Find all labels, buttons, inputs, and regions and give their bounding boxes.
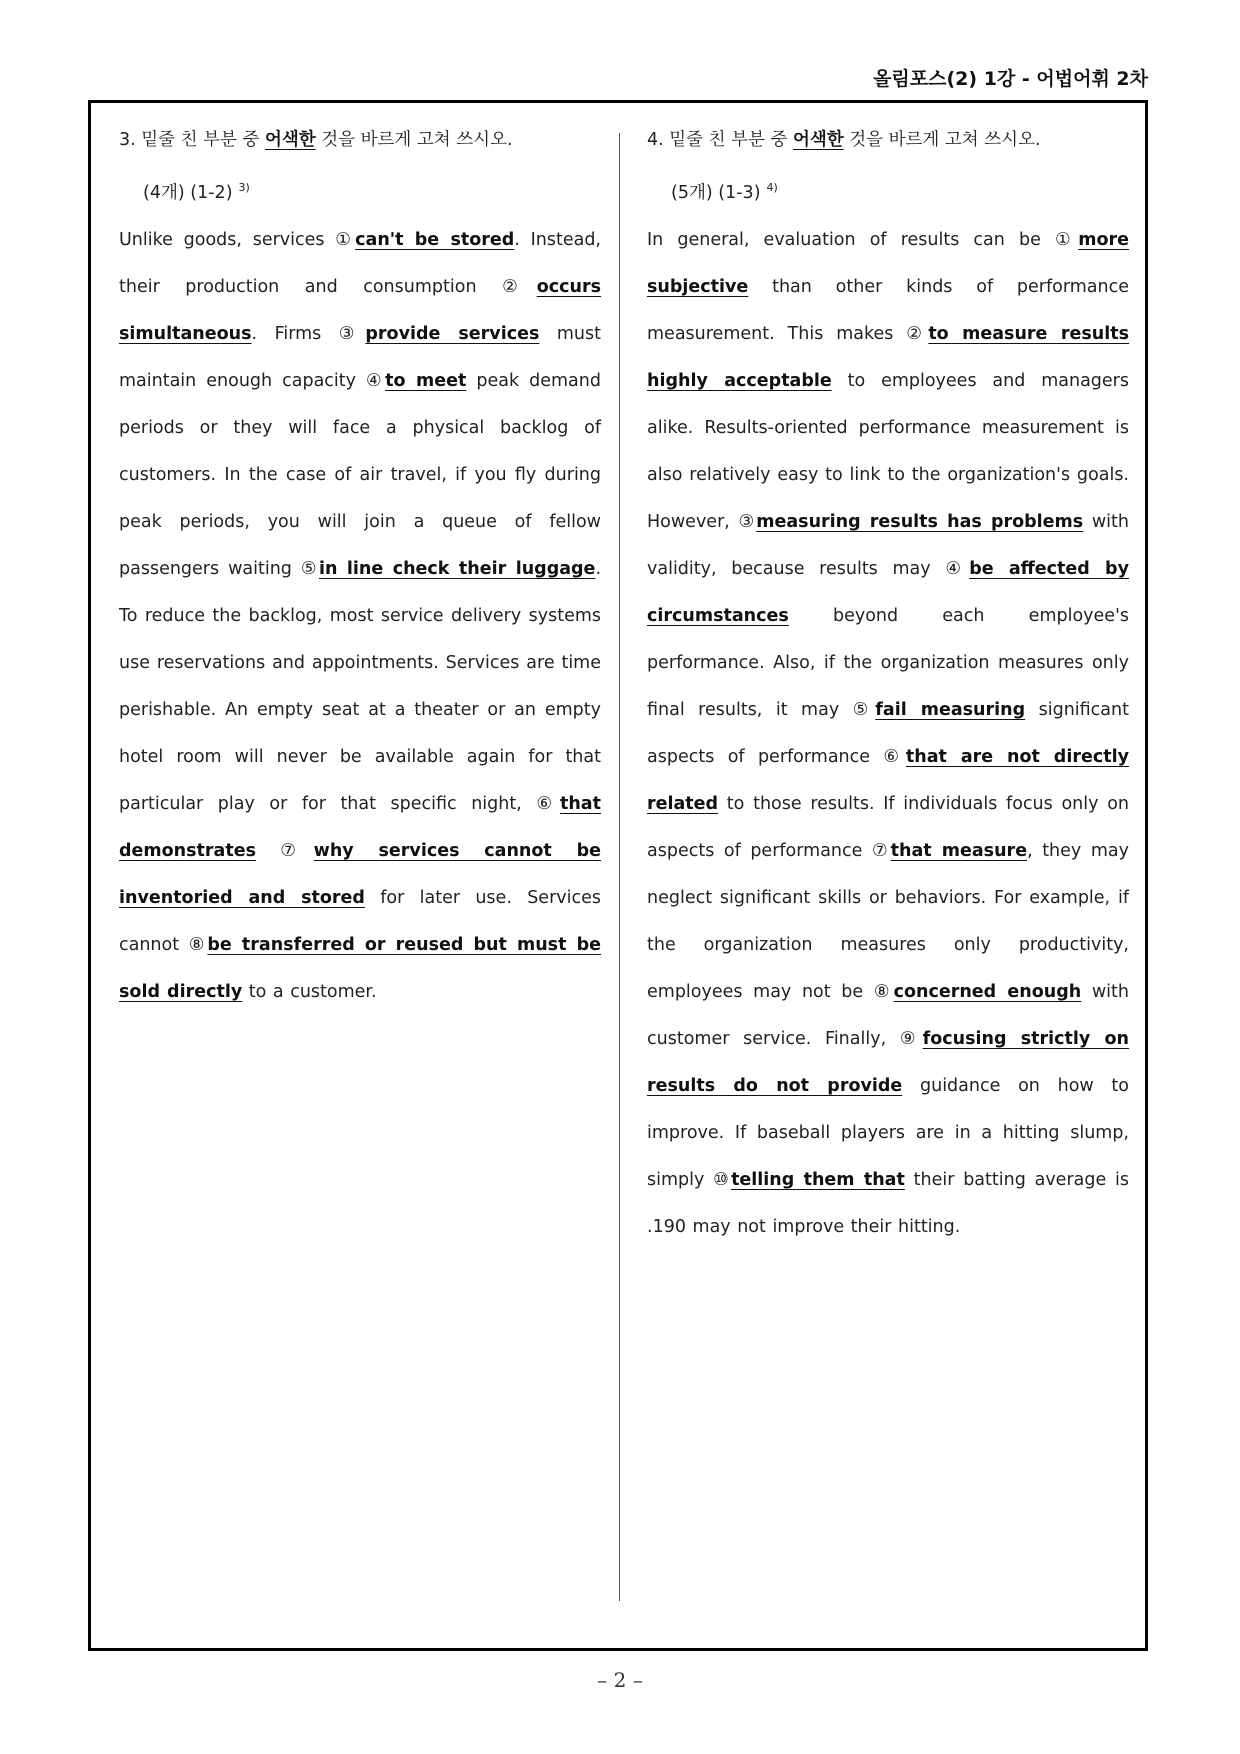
passage-text: than other kinds of performance measurement. This makes [647, 277, 1129, 344]
item-marker-5: ⑤ [300, 559, 319, 579]
page-frame [88, 100, 1148, 1651]
item-marker-2: ② [502, 277, 537, 297]
question-3-range: (1-2) [190, 183, 233, 203]
item-marker-3: ③ [338, 324, 366, 344]
question-4-meta [647, 164, 1129, 217]
question-3-meta [119, 164, 601, 217]
question-4-footnote: 4) [766, 181, 778, 194]
column-divider [619, 133, 620, 1601]
passage-text: their batting average is .190 may not improve their hitting. [647, 1170, 1129, 1237]
passage-text: to employees and managers alike. Results-oriented performance measurement is also relatively easy to link to the organization's goals. However, [647, 371, 1129, 532]
item-marker-5: ⑤ [852, 700, 876, 720]
passage-text: with customer service. Finally, [647, 982, 1129, 1049]
passage-text: significant aspects of performance [647, 700, 1129, 767]
underlined-phrase: measuring results has problems [756, 512, 1084, 532]
question-4-passage [647, 217, 1129, 1251]
question-4-count: (5개) [671, 183, 713, 203]
question-3-instruction: 3. 밑줄 친 부분 중 어색한 것을 바르게 고쳐 쓰시오. [119, 130, 513, 150]
question-4-range: (1-3) [718, 183, 761, 203]
item-marker-3: ③ [738, 512, 757, 532]
question-4-instruction: 4. 밑줄 친 부분 중 어색한 것을 바르게 고쳐 쓰시오. [647, 130, 1041, 150]
underlined-phrase: focusing strictly on results do not provide [647, 1029, 1129, 1096]
passage-text: must maintain enough capacity [119, 324, 601, 391]
passage-text: peak demand periods or they will face a physical backlog of customers. In the case of air travel, if you fly during peak periods, you will join a queue of fellow passengers waiting [119, 371, 601, 579]
underlined-phrase: more subjective [647, 230, 1129, 297]
item-marker-10: ⑩ [713, 1170, 732, 1190]
item-marker-1: ① [1054, 230, 1079, 250]
question-3-emphasis: 어색한 [264, 130, 316, 150]
passage-text [256, 841, 280, 861]
underlined-phrase: concerned enough [893, 982, 1082, 1002]
item-marker-4: ④ [366, 371, 386, 391]
question-3-count: (4개) [143, 183, 185, 203]
item-marker-8: ⑧ [873, 982, 894, 1002]
underlined-phrase: provide services [365, 324, 540, 344]
underlined-phrase: be transferred or reused but must be sold directly [119, 935, 601, 1002]
question-4-emphasis: 어색한 [792, 130, 844, 150]
underlined-phrase: why services cannot be inventoried and stored [119, 841, 601, 908]
item-marker-2: ② [906, 324, 929, 344]
underlined-phrase: be affected by circumstances [647, 559, 1129, 626]
question-3-passage [119, 217, 601, 1016]
underlined-phrase: in line check their luggage [318, 559, 596, 579]
passage-text: guidance on how to improve. If baseball players are in a hitting slump, simply [647, 1076, 1129, 1190]
item-marker-7: ⑦ [280, 841, 314, 861]
question-3-footnote: 3) [238, 181, 250, 194]
question-4-number: 4. [647, 130, 664, 150]
passage-text: . To reduce the backlog, most service delivery systems use reservations and appointments. Services are time perishable. An empty seat at a theater or an empty hotel room will never be available again for that particular play or for that specific night, [119, 559, 602, 814]
passage-text: beyond each employee's performance. Also, if the organization measures only final results, it may [647, 606, 1129, 720]
passage-text: . Instead, their production and consumption [119, 230, 601, 297]
passage-text: . Firms [251, 324, 339, 344]
underlined-phrase: occurs simultaneous [119, 277, 601, 344]
passage-text: for later use. Services cannot [119, 888, 601, 955]
underlined-phrase: to measure results highly acceptable [647, 324, 1129, 391]
page-header-title: 올림포스(2) 1강 - 어법어휘 2차 [873, 68, 1148, 90]
underlined-phrase: can't be stored [355, 230, 515, 250]
passage-text: to a customer. [242, 982, 377, 1002]
underlined-phrase: that are not directly related [647, 747, 1129, 814]
question-3 [119, 117, 601, 1016]
item-marker-9: ⑨ [899, 1029, 923, 1049]
passage-text: with validity, because results may [647, 512, 1129, 579]
underlined-phrase: telling them that [731, 1170, 905, 1190]
page-number: – 2 – [597, 1668, 643, 1692]
underlined-phrase: that demonstrates [119, 794, 601, 861]
item-marker-6: ⑥ [883, 747, 906, 767]
underlined-phrase: to meet [385, 371, 467, 391]
item-marker-4: ④ [945, 559, 970, 579]
question-3-number: 3. [119, 130, 136, 150]
item-marker-7: ⑦ [871, 841, 891, 861]
item-marker-6: ⑥ [536, 794, 560, 814]
passage-text: to those results. If individuals focus only on aspects of performance [647, 794, 1129, 861]
item-marker-1: ① [335, 230, 356, 250]
item-marker-8: ⑧ [188, 935, 208, 955]
underlined-phrase: that measure [890, 841, 1028, 861]
question-4 [647, 117, 1129, 1251]
passage-text: , they may neglect significant skills or behaviors. For example, if the organization measures only productivity, employees may not be [647, 841, 1129, 1002]
underlined-phrase: fail measuring [875, 700, 1026, 720]
passage-text: In general, evaluation of results can be [647, 230, 1055, 250]
passage-text: Unlike goods, services [119, 230, 336, 250]
